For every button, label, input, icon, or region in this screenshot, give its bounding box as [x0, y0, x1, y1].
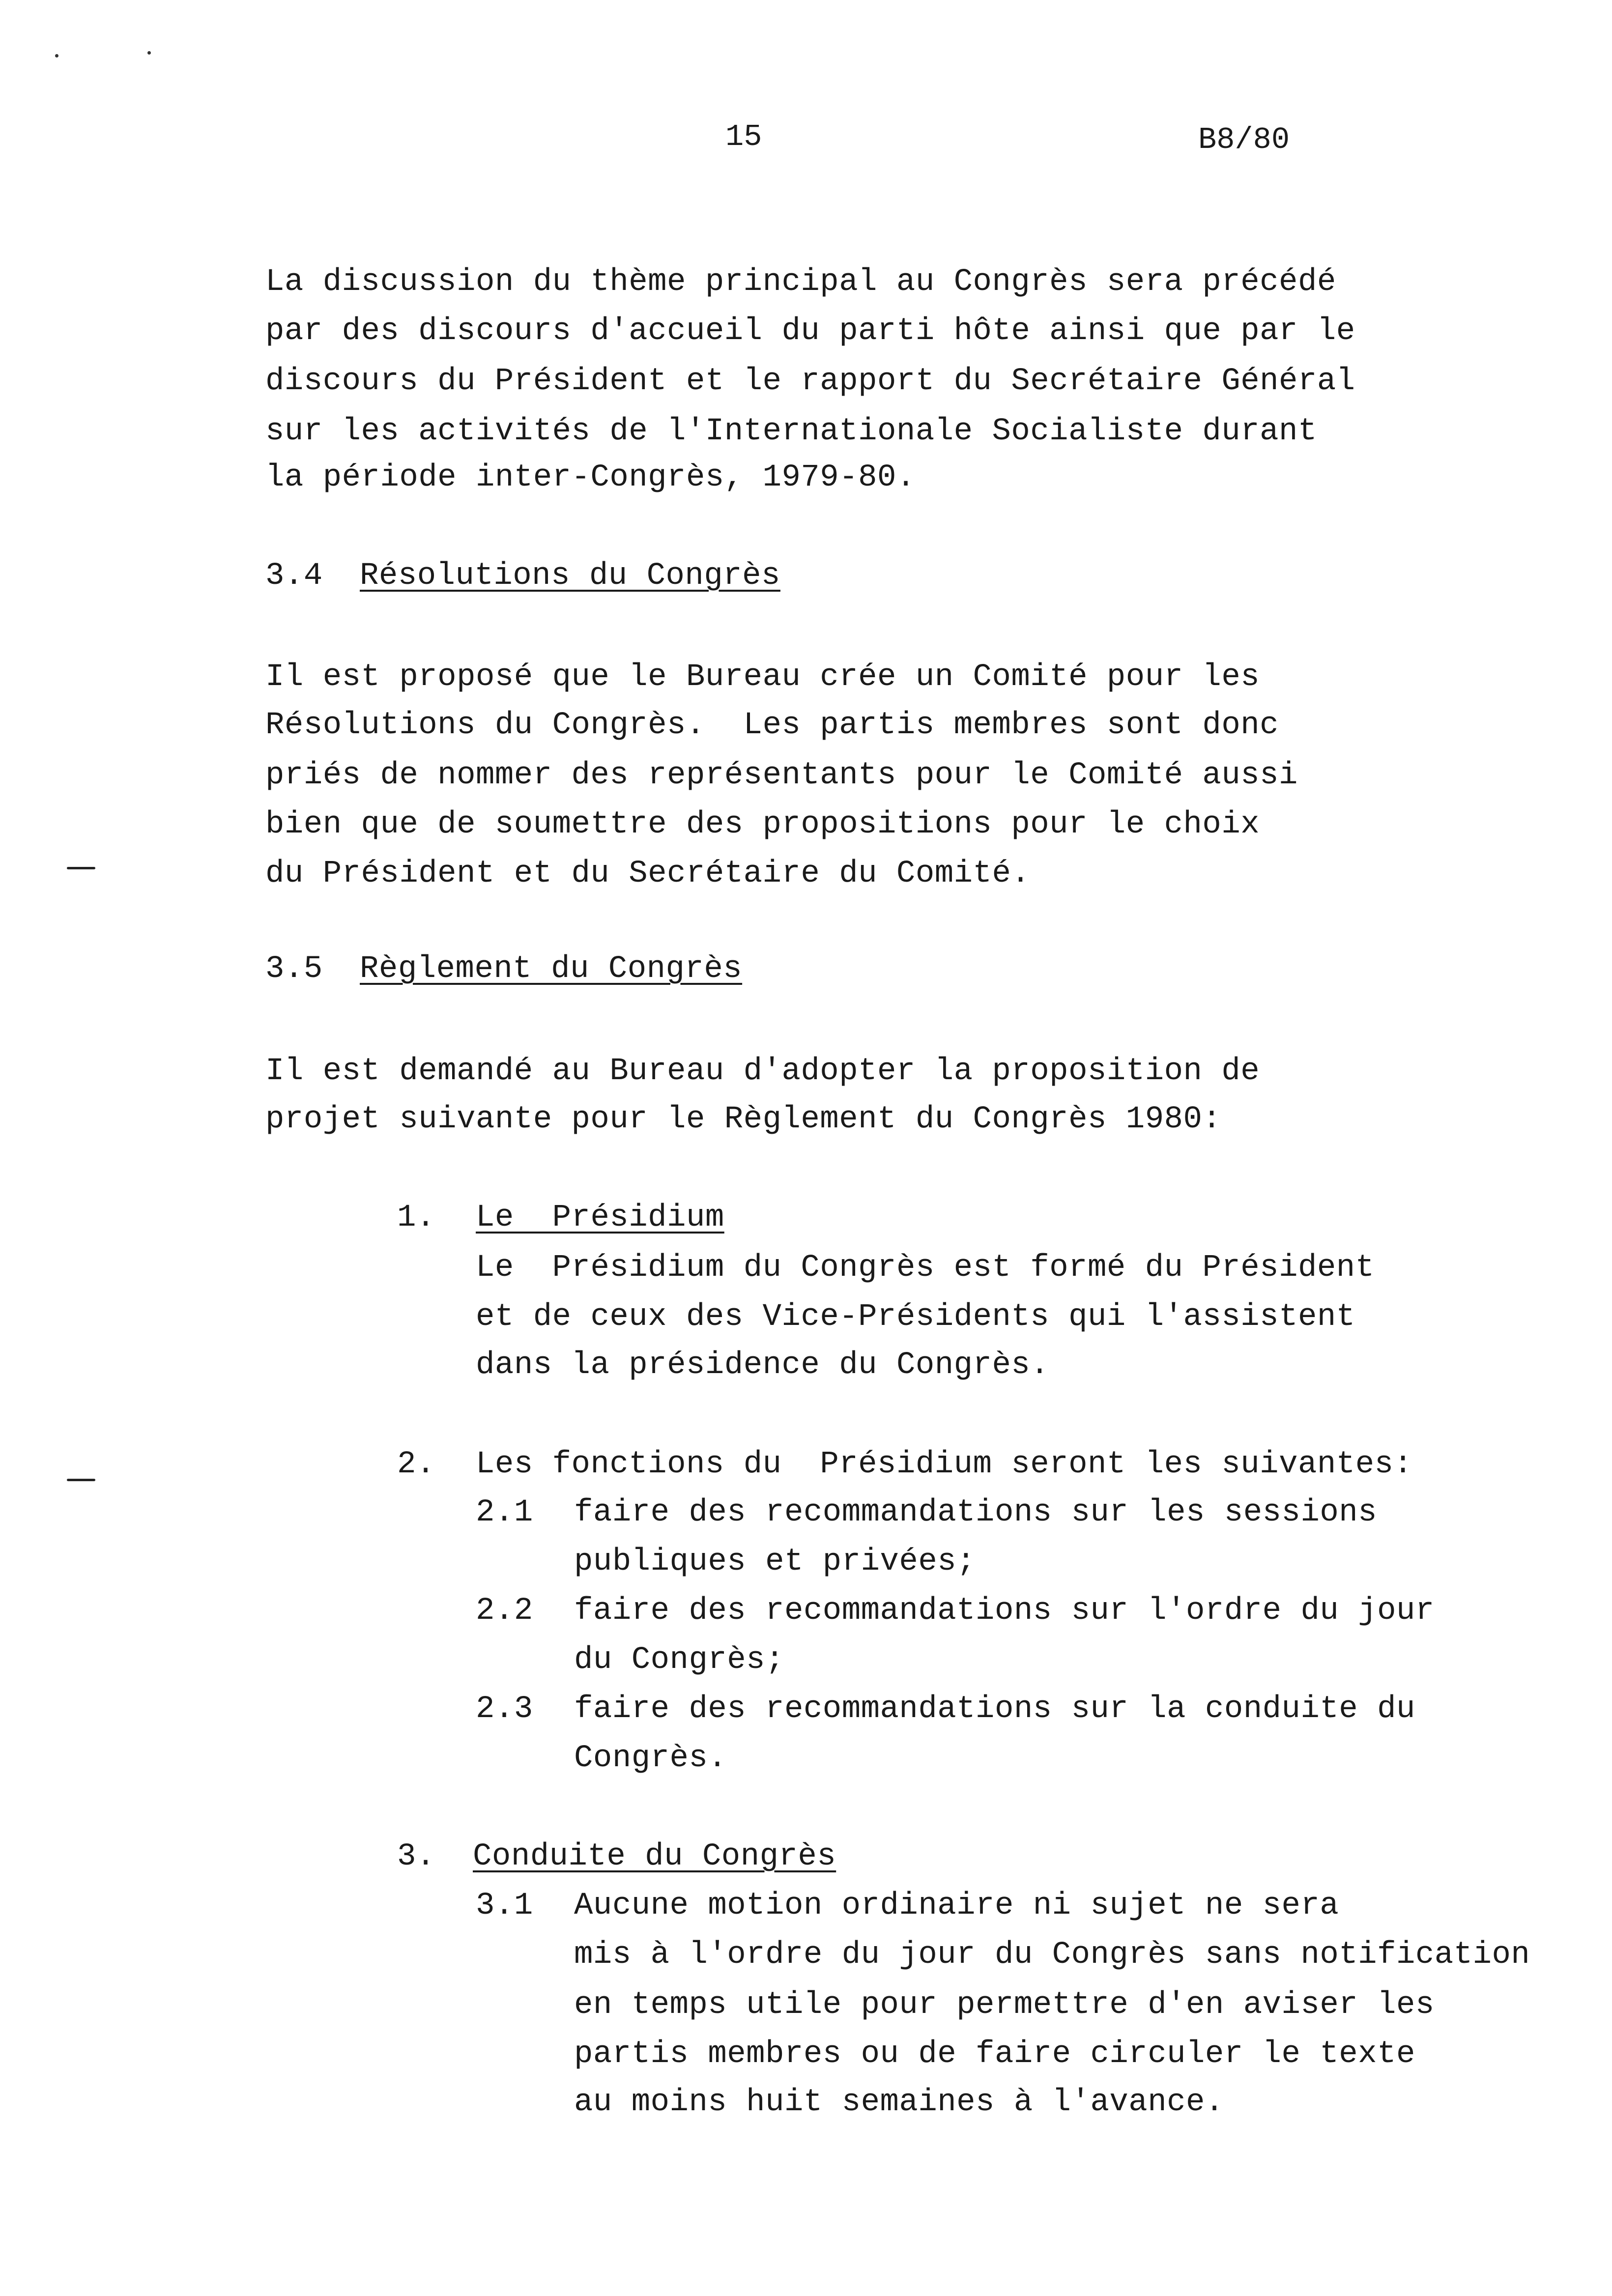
paragraph-line: Résolutions du Congrès. Les partis membres sont donc — [265, 708, 1279, 743]
paragraph-line: bien que de soumettre des propositions pour le choix — [265, 807, 1260, 842]
paragraph-line: Il est proposé que le Bureau crée un Comité pour les — [265, 660, 1260, 695]
list-item-number: 3. — [397, 1839, 435, 1874]
paragraph-line: priés de nommer des représentants pour le Comité aussi — [265, 758, 1298, 793]
list-item-intro: Les fonctions du Présidium seront les suivantes: — [476, 1447, 1413, 1482]
list-item-number: 2. — [397, 1447, 435, 1482]
paragraph-line: sur les activités de l'Internationale Socialiste durant — [265, 414, 1317, 449]
paragraph-line: discours du Président et le rapport du Secrétaire Général — [265, 364, 1355, 399]
sub-item-line: publiques et privées; — [574, 1544, 976, 1579]
sub-item-line: partis membres ou de faire circuler le texte — [574, 2037, 1415, 2072]
sub-item-line: mis à l'ordre du jour du Congrès sans notification — [574, 1937, 1530, 1973]
sub-item-line: en temps utile pour permettre d'en aviser les — [574, 1987, 1435, 2023]
paragraph-line: La discussion du thème principal au Congrès sera précédé — [265, 264, 1336, 300]
page-number: 15 — [725, 119, 762, 154]
paragraph-line: la période inter-Congrès, 1979-80. — [265, 460, 916, 495]
margin-mark — [67, 867, 95, 869]
sub-item-line: au moins huit semaines à l'avance. — [574, 2085, 1224, 2120]
sub-item-number: 2.3 — [476, 1692, 533, 1727]
sub-item-line: Aucune motion ordinaire ni sujet ne sera — [574, 1888, 1339, 1923]
sub-item-line: Congrès. — [574, 1741, 727, 1776]
list-item-line: dans la présidence du Congrès. — [476, 1348, 1050, 1383]
margin-mark — [67, 1479, 95, 1481]
list-item-number: 1. — [397, 1200, 435, 1235]
sub-item-line: faire des recommandations sur la conduite du — [574, 1692, 1415, 1727]
paragraph-line: projet suivante pour le Règlement du Congrès 1980: — [265, 1102, 1222, 1137]
list-item-line: Le Présidium du Congrès est formé du Président — [476, 1250, 1375, 1286]
sub-item-number: 3.1 — [476, 1888, 533, 1923]
paragraph-line: par des discours d'accueil du parti hôte ainsi que par le — [265, 314, 1355, 349]
sub-item-line: faire des recommandations sur les sessions — [574, 1495, 1378, 1530]
list-item-title: Le Présidium — [476, 1200, 724, 1235]
section-number: 3.5 — [265, 951, 323, 987]
scan-speck — [55, 54, 58, 57]
scan-speck — [147, 51, 151, 55]
sub-item-line: du Congrès; — [574, 1642, 784, 1678]
paragraph-line: Il est demandé au Bureau d'adopter la proposition de — [265, 1054, 1260, 1089]
list-item-title: Conduite du Congrès — [473, 1839, 836, 1874]
sub-item-line: faire des recommandations sur l'ordre du jour — [574, 1593, 1435, 1629]
paragraph-line: du Président et du Secrétaire du Comité. — [265, 856, 1031, 891]
section-title: Règlement du Congrès — [360, 951, 743, 987]
section-title: Résolutions du Congrès — [360, 558, 780, 594]
sub-item-number: 2.1 — [476, 1495, 533, 1530]
sub-item-number: 2.2 — [476, 1593, 533, 1629]
list-item-line: et de ceux des Vice-Présidents qui l'assistent — [476, 1299, 1355, 1335]
document-reference: B8/80 — [1198, 122, 1290, 157]
section-number: 3.4 — [265, 558, 323, 594]
